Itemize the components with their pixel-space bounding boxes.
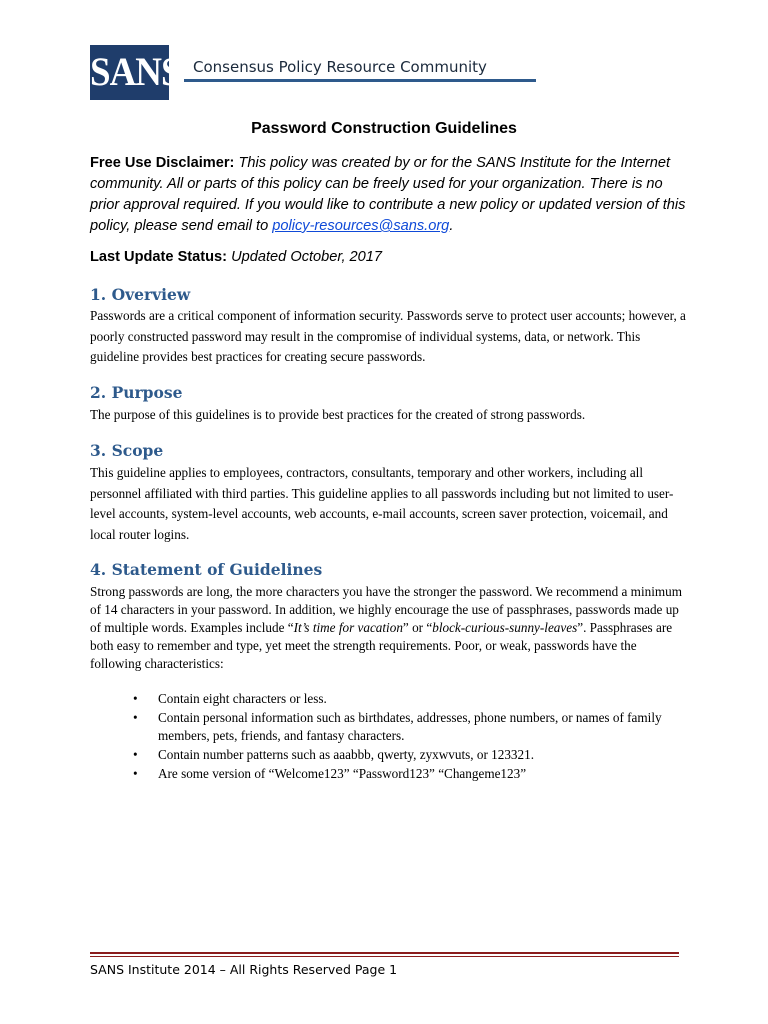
example-passphrase-2: block-curious-sunny-leaves xyxy=(432,620,578,635)
section-text-purpose: The purpose of this guidelines is to provide best practices for the created of strong passwords. xyxy=(90,407,586,422)
document-title: Password Construction Guidelines xyxy=(251,120,517,137)
guidelines-text-2: ” or “ xyxy=(402,620,433,635)
list-item-text: Are some version of “Welcome123” “Password123” “Changeme123” xyxy=(158,766,527,781)
disclaimer-end: . xyxy=(449,218,454,234)
bullet-glyph: • xyxy=(133,691,138,706)
disclaimer-text: This policy was created by or for the SANS Institute for the Internet community. All or parts of this policy can be freely used for your organization. There is no prior approval required. If you would like to contribute a new policy or updated version of this policy, please send email to xyxy=(90,155,686,234)
section-heading-overview: 1. Overview xyxy=(90,285,191,304)
bullet-glyph: • xyxy=(133,747,138,762)
last-update-status xyxy=(90,249,382,265)
community-title: Consensus Policy Resource Community xyxy=(193,58,487,76)
list-item xyxy=(90,690,690,708)
email-link[interactable]: policy-resources@sans.org xyxy=(272,218,450,234)
footer-text: SANS Institute 2014 – All Rights Reserved Page 1 xyxy=(90,962,398,977)
bullet-glyph: • xyxy=(133,766,138,781)
footer-rule xyxy=(90,952,679,954)
list-item-text: Contain personal information such as birthdates, addresses, phone numbers, or names of family members, pets, friends, and fantasy characters. xyxy=(158,710,662,743)
status-label: Last Update Status: xyxy=(90,249,228,265)
list-item xyxy=(90,746,690,764)
weak-password-list xyxy=(90,690,690,784)
section-text-overview: Passwords are a critical component of information security. Passwords serve to protect user accounts; however, a poorly constructed password may result in the compromise of individual systems, data, or network. This guideline provides best practices for creating secure passwords. xyxy=(90,308,686,364)
footer-rule-thin xyxy=(90,956,679,957)
list-item xyxy=(90,765,690,783)
logo-text: SANS xyxy=(90,49,181,96)
disclaimer-label: Free Use Disclaimer: xyxy=(90,155,235,171)
section-text-scope: This guideline applies to employees, contractors, consultants, temporary and other workers, including all personnel affiliated with third parties. This guideline applies to all passwords including but not limited to user-level accounts, system-level accounts, web accounts, e-mail accounts, screen saver protection, voicemail, and local router logins. xyxy=(90,465,674,542)
section-heading-guidelines: 4. Statement of Guidelines xyxy=(90,560,323,579)
list-item-text: Contain eight characters or less. xyxy=(158,691,327,706)
disclaimer xyxy=(90,153,690,237)
section-heading-scope: 3. Scope xyxy=(90,441,164,460)
example-passphrase-1: It’s time for vacation xyxy=(293,620,403,635)
section-text-guidelines xyxy=(90,583,690,673)
header-rule xyxy=(184,79,536,82)
section-heading-purpose: 2. Purpose xyxy=(90,383,183,402)
guidelines-text-3: ”. Passphrases are both easy to remember and type, yet meet the strength requirements. Poor, or weak, passwords have the following characteristics: xyxy=(90,620,673,671)
bullet-glyph: • xyxy=(133,710,138,725)
list-item-text: Contain number patterns such as aaabbb, qwerty, zyxwvuts, or 123321. xyxy=(158,747,535,762)
list-item xyxy=(90,709,690,745)
guidelines-text-1: Strong passwords are long, the more characters you have the stronger the password. We recommend a minimum of 14 characters in your password. In addition, we highly encourage the use of passphrases, passwords made up of multiple words. Examples include “ xyxy=(90,584,682,635)
status-value: Updated October, 2017 xyxy=(231,249,383,265)
sans-logo xyxy=(90,45,181,100)
